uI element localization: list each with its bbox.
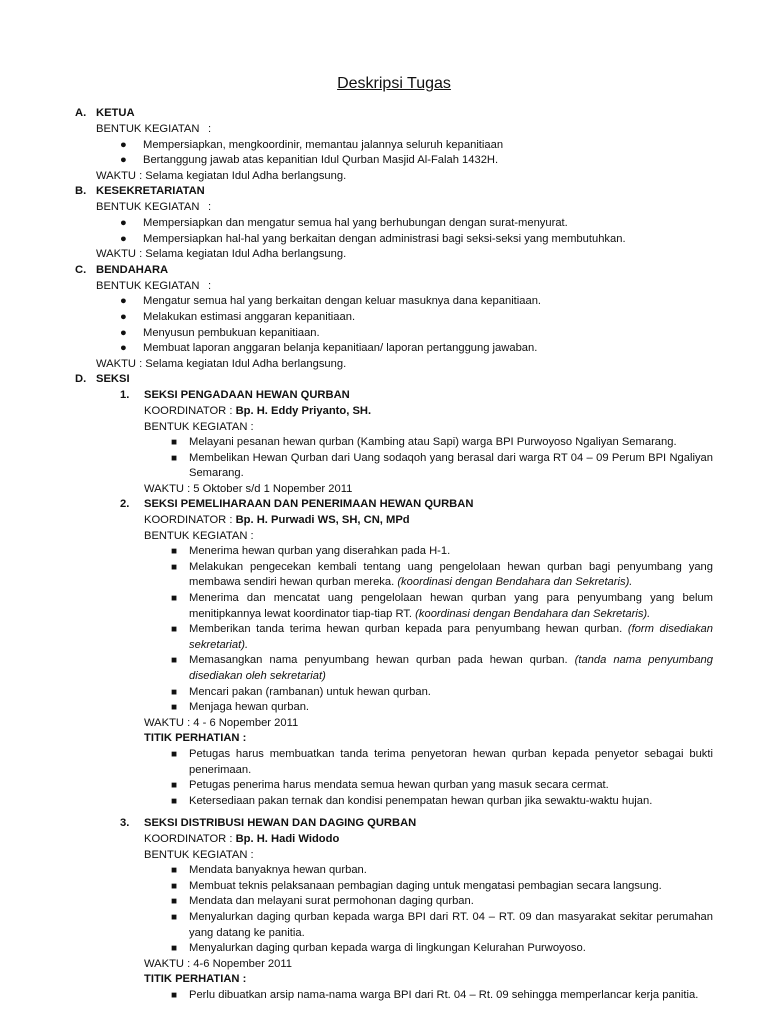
bullet-icon: ● — [120, 216, 127, 229]
koordinator-name: Bp. H. Hadi Widodo — [235, 832, 340, 845]
list-item — [75, 747, 713, 778]
list-item-note: (form disediakan sekretariat). — [189, 623, 714, 651]
list-item-text: Menerima hewan qurban yang diserahkan pada H-1. — [189, 545, 451, 558]
waktu-text: WAKTU : Selama kegiatan Idul Adha berlangsung. — [96, 357, 347, 370]
list-item — [75, 435, 713, 451]
square-bullet-icon: ■ — [171, 943, 178, 955]
square-bullet-icon: ■ — [171, 561, 178, 573]
bentuk-label: BENTUK KEGIATAN — [96, 123, 200, 135]
page-title: Deskripsi Tugas — [337, 75, 451, 92]
list-item-text: Mempersiapkan dan mengatur semua hal yang berhubungan dengan surat-menyurat. — [143, 216, 568, 229]
list-item-text: Bertanggung jawab atas kepanitian Idul Qurban Masjid Al-Falah 1432H. — [143, 154, 499, 167]
square-bullet-icon: ■ — [171, 452, 178, 464]
list-item — [75, 310, 725, 326]
waktu-text: WAKTU : 4 - 6 Nopember 2011 — [144, 716, 299, 729]
square-bullet-icon: ■ — [171, 686, 178, 698]
section-a-heading — [75, 106, 725, 122]
section-letter: D. — [75, 373, 87, 386]
square-bullet-icon: ■ — [171, 911, 178, 923]
list-item — [75, 941, 713, 957]
bullet-icon: ● — [120, 138, 127, 151]
waktu-text: WAKTU : Selama kegiatan Idul Adha berlangsung. — [96, 248, 347, 261]
bentuk-kegiatan-label — [75, 279, 725, 295]
bullet-icon: ● — [120, 310, 127, 323]
list-item-text: Menerima dan mencatat uang pengelolaan hewan qurban yang para penyumbang yang belum menitipkannya lewat koordinator tiap-tiap RT. — [189, 592, 713, 620]
bullet-icon: ● — [120, 342, 127, 355]
section-c-heading — [75, 263, 725, 279]
list-item-text: Perlu dibuatkan arsip nama-nama warga BPI dari Rt. 04 – Rt. 09 sehingga memperlancar kerja panitia. — [189, 988, 699, 1001]
square-bullet-icon: ■ — [171, 780, 178, 792]
list-item — [75, 232, 725, 248]
subsection-3-heading — [75, 816, 725, 832]
square-bullet-icon: ■ — [171, 989, 178, 1001]
waktu-text: WAKTU : 5 Oktober s/d 1 Nopember 2011 — [144, 482, 353, 495]
list-item-text: Melakukan pengecekan kembali tentang uang pengelolaan hewan qurban bagi penyumbang yang membawa sendiri hewan qurban mereka. — [189, 560, 713, 589]
subsection-title: SEKSI DISTRIBUSI HEWAN DAN DAGING QURBAN — [144, 817, 417, 830]
subsection-title: SEKSI PEMELIHARAAN DAN PENERIMAAN HEWAN QURBAN — [144, 498, 474, 511]
list-item-text: Ketersediaan pakan ternak dan kondisi penempatan hewan qurban jika sewaktu-waktu hujan. — [189, 794, 653, 807]
list-item — [75, 326, 725, 342]
list-item-text: Memberikan tanda terima hewan qurban kepada para penyumbang hewan qurban. — [189, 623, 623, 636]
square-bullet-icon: ■ — [171, 880, 178, 892]
colon: : — [208, 123, 212, 135]
list-item — [75, 988, 713, 1004]
koordinator-name: Bp. H. Purwadi WS, SH, CN, MPd — [235, 514, 410, 527]
section-title: SEKSI — [96, 373, 130, 386]
list-item-text: Mempersiapkan hal-hal yang berkaitan dengan administrasi bagi seksi-seksi yang membutuhkan. — [143, 232, 626, 245]
list-item — [75, 879, 713, 895]
list-item — [75, 863, 713, 879]
list-item — [75, 894, 713, 910]
koordinator-line — [75, 513, 725, 529]
waktu-text: WAKTU : 4-6 Nopember 2011 — [144, 957, 292, 970]
list-item — [75, 685, 713, 701]
colon: : — [208, 279, 212, 292]
bullet-icon: ● — [120, 326, 127, 339]
bentuk-kegiatan-label — [75, 200, 725, 216]
bentuk-kegiatan-label: BENTUK KEGIATAN : — [144, 848, 254, 861]
koordinator-line — [75, 832, 725, 848]
list-item — [75, 778, 713, 794]
list-item — [75, 591, 713, 622]
list-item — [75, 544, 713, 560]
bentuk-kegiatan-label: BENTUK KEGIATAN : — [144, 529, 254, 542]
square-bullet-icon: ■ — [171, 593, 178, 605]
list-item-text: Mencari pakan (rambanan) untuk hewan qurban. — [189, 685, 431, 698]
koordinator-line — [75, 404, 725, 420]
square-bullet-icon: ■ — [171, 865, 178, 877]
square-bullet-icon: ■ — [171, 795, 178, 807]
section-letter: B. — [75, 185, 87, 198]
koordinator-label: KOORDINATOR : — [144, 514, 233, 527]
titik-perhatian-label: TITIK PERHATIAN : — [144, 973, 247, 986]
list-item — [75, 294, 725, 310]
list-item — [75, 622, 713, 653]
colon: : — [208, 201, 212, 214]
list-item-text: Menjaga hewan qurban. — [189, 701, 310, 714]
section-letter: A. — [75, 107, 87, 119]
list-item-text: Membuat laporan anggaran belanja kepanitiaan/ laporan pertanggung jawaban. — [143, 342, 538, 355]
list-item-text: Membuat teknis pelaksanaan pembagian daging untuk mengatasi pembagian secara langsung. — [189, 879, 662, 892]
list-item-note: (koordinasi dengan Bendahara dan Sekretaris). — [397, 576, 633, 589]
bentuk-kegiatan-label — [75, 122, 725, 138]
list-item — [75, 341, 725, 357]
section-letter: C. — [75, 263, 87, 276]
section-title: KETUA — [96, 107, 135, 119]
waktu-text: WAKTU : Selama kegiatan Idul Adha berlangsung. — [96, 169, 347, 182]
section-title: BENDAHARA — [96, 263, 169, 276]
list-item-note: (koordinasi dengan Bendahara dan Sekretaris). — [415, 607, 651, 620]
bentuk-label: BENTUK KEGIATAN — [96, 279, 200, 292]
koordinator-label: KOORDINATOR : — [144, 832, 233, 845]
list-item-text: Mengatur semua hal yang berkaitan dengan keluar masuknya dana kepanitiaan. — [143, 295, 542, 308]
section-title: KESEKRETARIATAN — [96, 185, 205, 198]
document-body — [75, 106, 725, 1003]
list-item-text: Memasangkan nama penyumbang hewan qurban pada hewan qurban. — [189, 654, 568, 667]
section-b-heading — [75, 184, 725, 200]
square-bullet-icon: ■ — [171, 437, 178, 449]
list-item-text: Mendata dan melayani surat permohonan daging qurban. — [189, 895, 474, 908]
square-bullet-icon: ■ — [171, 624, 178, 636]
list-item — [75, 216, 725, 232]
subsection-number: 3. — [120, 817, 130, 830]
list-item-text: Menyalurkan daging qurban kepada warga di lingkungan Kelurahan Purwoyoso. — [189, 942, 586, 955]
subsection-2-heading — [75, 497, 725, 513]
list-item-text: Melayani pesanan hewan qurban (Kambing atau Sapi) warga BPI Purwoyoso Ngaliyan Semarang. — [189, 436, 677, 449]
list-item-text: Menyalurkan daging qurban kepada warga BPI dari RT. 04 – RT. 09 dan masyarakat sekitar perumahan yang datang ke panitia. — [189, 910, 713, 939]
list-item-text: Mempersiapkan, mengkoordinir, memantau jalannya seluruh kepanitiaan — [143, 138, 504, 151]
bentuk-kegiatan-label: BENTUK KEGIATAN : — [144, 420, 254, 433]
list-item — [75, 653, 713, 684]
list-item-text: Menyusun pembukuan kepanitiaan. — [143, 326, 320, 339]
bullet-icon: ● — [120, 154, 127, 167]
list-item-text: Membelikan Hewan Qurban dari Uang sodaqoh yang berasal dari warga RT 04 – 09 Perum BPI Ngaliyan Semarang. — [189, 451, 713, 480]
list-item — [75, 910, 713, 941]
subsection-number: 2. — [120, 498, 130, 511]
list-item — [75, 560, 713, 591]
bullet-icon: ● — [120, 232, 127, 245]
koordinator-name: Bp. H. Eddy Priyanto, SH. — [235, 404, 372, 417]
subsection-1-heading — [75, 388, 725, 404]
list-item-text: Mendata banyaknya hewan qurban. — [189, 864, 367, 877]
list-item-text: Melakukan estimasi anggaran kepanitiaan. — [143, 310, 356, 323]
list-item — [75, 794, 713, 810]
square-bullet-icon: ■ — [171, 702, 178, 714]
list-item — [75, 138, 725, 154]
list-item-text: Petugas penerima harus mendata semua hewan qurban yang masuk secara cermat. — [189, 779, 609, 792]
square-bullet-icon: ■ — [171, 655, 178, 667]
list-item-text: Petugas harus membuatkan tanda terima penyetoran hewan qurban kepada penyetor sebagai bukti penerimaan. — [189, 747, 713, 776]
list-item — [75, 451, 713, 482]
bentuk-label: BENTUK KEGIATAN — [96, 201, 200, 214]
bullet-icon: ● — [120, 295, 127, 308]
square-bullet-icon: ■ — [171, 748, 178, 760]
list-item — [75, 153, 725, 169]
koordinator-label: KOORDINATOR : — [144, 404, 233, 417]
square-bullet-icon: ■ — [171, 546, 178, 558]
list-item — [75, 700, 713, 716]
list-item-note: (tanda nama penyumbang disediakan oleh sekretariat) — [189, 654, 713, 682]
subsection-number: 1. — [120, 389, 130, 402]
subsection-title: SEKSI PENGADAAN HEWAN QURBAN — [144, 389, 350, 402]
square-bullet-icon: ■ — [171, 896, 178, 908]
titik-perhatian-label: TITIK PERHATIAN : — [144, 732, 247, 745]
section-d-heading — [75, 372, 725, 388]
